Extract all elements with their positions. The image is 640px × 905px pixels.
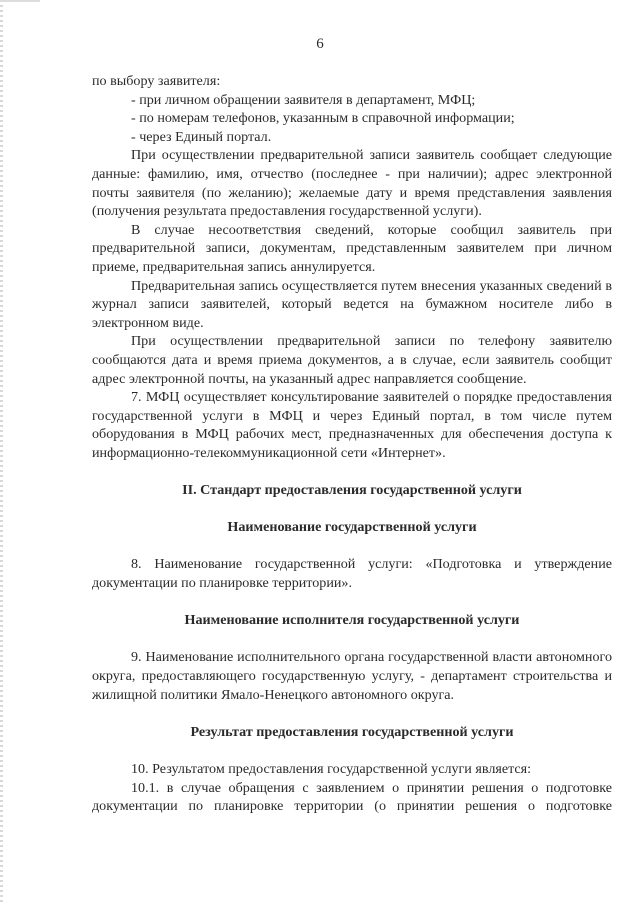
- paragraph-intro: по выбору заявителя:: [92, 73, 221, 89]
- subheading-service-name: Наименование государственной услуги: [227, 519, 477, 536]
- paragraph: При осуществлении предварительной записи по телефону заявителю сообщаются дата и время приема документов, а в случае, если заявитель сообщит адрес электронной почты, на указанный адрес направляется сообщение.: [92, 333, 612, 387]
- list-item: - через Единый портал.: [131, 128, 272, 145]
- list-item: - при личном обращении заявителя в департамент, МФЦ;: [131, 91, 476, 108]
- paragraph: При осуществлении предварительной записи заявитель сообщает следующие данные: фамилию, имя, отчество (последнее - при наличии); адрес электронной почты заявителя (по желанию); желаемые дату и время представления заявления (получения результата предоставления государственной услуги).: [92, 147, 612, 220]
- scan-edge-top: [0, 0, 40, 2]
- subheading-executor: Наименование исполнителя государственной услуги: [184, 612, 520, 629]
- paragraph-item-9: 9. Наименование исполнительного органа государственной власти автономного округа, предоставляющего государственную услугу, - департамент строительства и жилищной политики Ямало-Ненецкого автономного округа.: [92, 649, 612, 703]
- paragraph-item-10-1: 10.1. в случае обращения с заявлением о принятии решения о подготовке документации по планировке территории (о принятии решения о подготовке: [92, 779, 612, 815]
- paragraph: В случае несоответствия сведений, которые сообщил заявитель при предварительной записи, документам, представленным заявителем при личном приеме, предварительная запись аннулируется.: [92, 221, 612, 275]
- paragraph-item-7: 7. МФЦ осуществляет консультирование заявителей о порядке предоставления государственной услуги в МФЦ и через Единый портал, в том числе путем оборудования в МФЦ рабочих мест, предназначенных для обеспечения доступа к информационно-телекоммуникационной сети «Интернет».: [92, 389, 612, 461]
- page-number: 6: [316, 36, 324, 52]
- subheading-result: Результат предоставления государственной услуги: [190, 723, 514, 740]
- paragraph: Предварительная запись осуществляется путем внесения указанных сведений в журнал записи заявителей, который ведется на бумажном носителе либо в электронном виде.: [92, 277, 612, 331]
- paragraph-item-10: 10. Результатом предоставления государственной услуги является:: [131, 760, 532, 777]
- section-heading: II. Стандарт предоставления государственной услуги: [182, 482, 522, 499]
- document-body: [92, 72, 612, 816]
- scan-edge-left: [0, 0, 3, 905]
- list-item: - по номерам телефонов, указанным в справочной информации;: [131, 110, 515, 127]
- paragraph-item-8: 8. Наименование государственной услуги: «Подготовка и утверждение документации по планировке территории».: [92, 556, 612, 592]
